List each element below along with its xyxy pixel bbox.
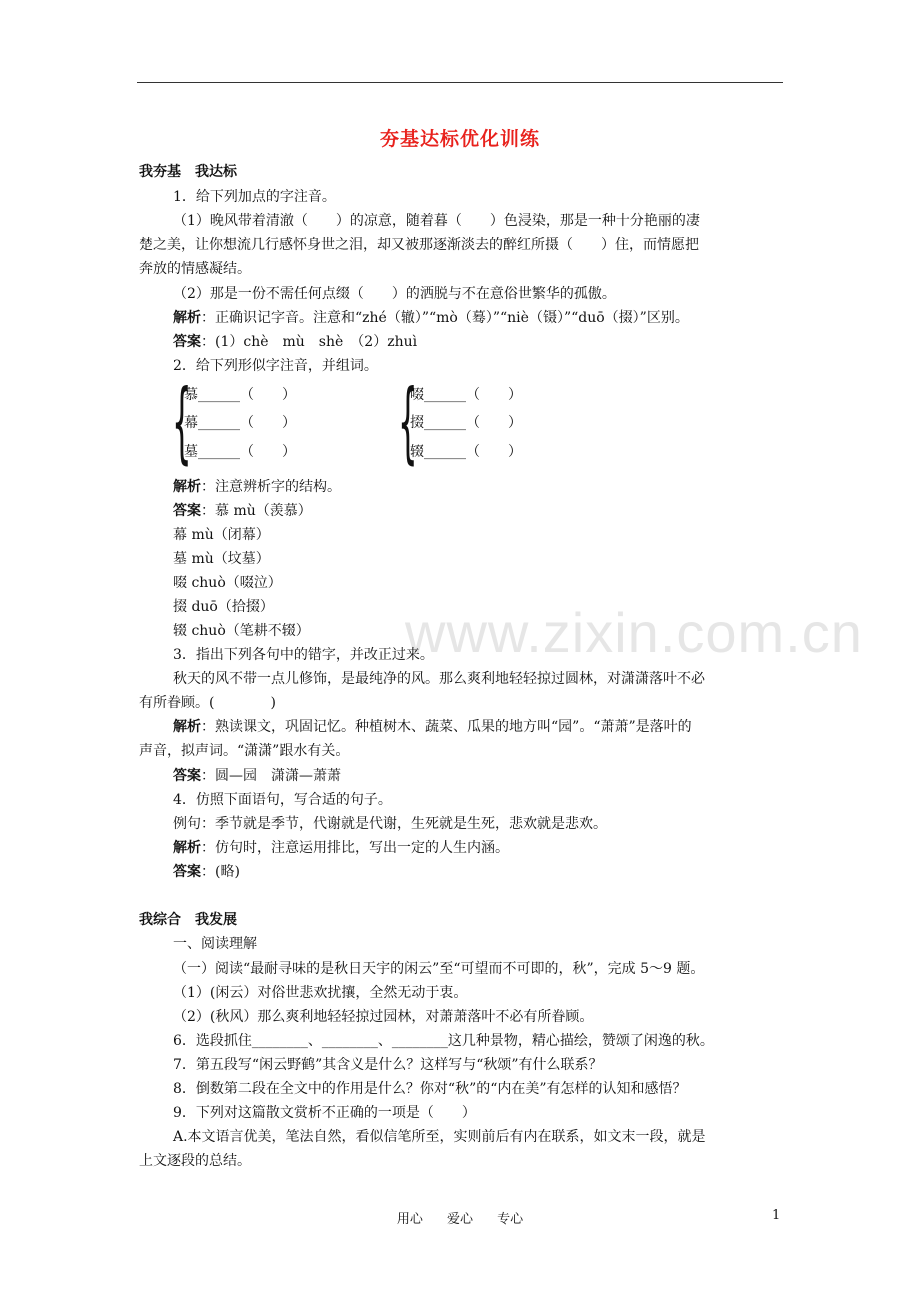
header-rule bbox=[137, 82, 783, 83]
footer-text: 专心 bbox=[497, 1212, 524, 1227]
question-3: 3．指出下列各句中的错字，并改正过来。 bbox=[173, 647, 434, 663]
question-6: 6．选段抓住________、________、________这几种景物，精心描绘，赞颂了闲逸的秋。 bbox=[173, 1033, 714, 1049]
question-8: 8．倒数第二段在全文中的作用是什么？你对“秋”的“内在美”有怎样的认知和感悟？ bbox=[173, 1081, 687, 1097]
footer-text: 爱心 bbox=[446, 1212, 473, 1227]
reading-instruction: （一）阅读“最耐寻味的是秋日天宇的闲云”至“可望而不可即的，秋”，完成 5～9 题。 bbox=[173, 961, 705, 977]
q2-left-item-1: 慕______（ ） bbox=[184, 387, 296, 403]
answer-label: 答案 bbox=[173, 503, 201, 519]
answer-text: ：(略) bbox=[201, 864, 240, 880]
q4-example: 例句：季节就是季节，代谢就是代谢，生死就是生死，悲欢就是悲欢。 bbox=[173, 816, 607, 832]
analysis-label: 解析 bbox=[173, 479, 201, 495]
q2-right-item-1: 啜______（ ） bbox=[410, 387, 522, 403]
q2-right-item-3: 辍______（ ） bbox=[410, 444, 522, 460]
q4-answer bbox=[173, 863, 240, 881]
answer-label: 答案 bbox=[173, 334, 201, 350]
question-4: 4．仿照下面语句，写合适的句子。 bbox=[173, 792, 392, 808]
q2-answer-line: 辍 chuò（笔耕不辍） bbox=[173, 623, 310, 639]
q3-answer bbox=[173, 767, 341, 785]
q3-passage-2: 有所眷顾。( ) bbox=[139, 695, 276, 711]
analysis-label: 解析 bbox=[173, 840, 201, 856]
question-9: 9．下列对这篇散文赏析不正确的一项是（ ） bbox=[173, 1105, 476, 1121]
question-1: 1．给下列加点的字注音。 bbox=[173, 189, 336, 205]
q2-answer-line: 掇 duō（拾掇） bbox=[173, 599, 274, 615]
q2-right-item-2: 掇______（ ） bbox=[410, 415, 522, 431]
q9-option-a: A.本文语言优美，笔法自然，看似信笔所至，实则前后有内在联系，如文末一段，就是 bbox=[173, 1129, 706, 1145]
q1-passage-3: 奔放的情感凝结。 bbox=[139, 261, 251, 277]
analysis-text: ：熟读课文，巩固记忆。种植树木、蔬菜、瓜果的地方叫“园”。“萧萧”是落叶的 bbox=[201, 719, 692, 735]
q1-answer bbox=[173, 333, 417, 351]
subsection-heading: 一、阅读理解 bbox=[173, 936, 257, 952]
q1-passage-2: 楚之美，让你想流几行感怀身世之泪，却又被那逐渐淡去的醉红所摄（ ）住，而情愿把 bbox=[139, 237, 699, 253]
section-heading-2: 我综合 我发展 bbox=[139, 912, 237, 928]
analysis-text: ：注意辨析字的结构。 bbox=[201, 479, 341, 495]
footer-text: 用心 bbox=[396, 1212, 423, 1227]
watermark: www.zixin.com.cn bbox=[405, 601, 863, 664]
question-2: 2．给下列形似字注音，并组词。 bbox=[173, 358, 378, 374]
analysis-text: ：仿句时，注意运用排比，写出一定的人生内涵。 bbox=[201, 840, 509, 856]
q4-analysis bbox=[173, 839, 509, 857]
right-brace-icon: { bbox=[398, 370, 418, 473]
page-footer bbox=[0, 1208, 920, 1227]
question-7: 7．第五段写“闲云野鹤”其含义是什么？这样写与“秋颂”有什么联系？ bbox=[173, 1057, 603, 1073]
reading-line-2: （2）(秋风）那么爽利地轻轻掠过园林，对萧萧落叶不必有所眷顾。 bbox=[173, 1009, 594, 1025]
answer-label: 答案 bbox=[173, 864, 201, 880]
page-title: 夯基达标优化训练 bbox=[379, 128, 540, 150]
q2-left-item-2: 幕______（ ） bbox=[184, 415, 296, 431]
q1-passage-4: （2）那是一份不需任何点缀（ ）的洒脱与不在意俗世繁华的孤傲。 bbox=[173, 286, 616, 302]
analysis-text: ：正确识记字音。注意和“zhé（辙）”“mò（蓦）”“niè（镊）”“duō（掇）”区别。 bbox=[201, 310, 689, 326]
analysis-label: 解析 bbox=[173, 310, 201, 326]
q2-answer-line: 幕 mù（闭幕） bbox=[173, 527, 270, 543]
q2-answer-line: 啜 chuò（啜泣） bbox=[173, 575, 282, 591]
q2-left-item-3: 墓______（ ） bbox=[184, 444, 296, 460]
answer-text: ：(1）chè mù shè （2）zhuì bbox=[201, 334, 418, 350]
q1-passage-1: （1）晚风带着清澈（ ）的凉意，随着暮（ ）色浸染，那是一种十分艳丽的凄 bbox=[173, 213, 700, 229]
analysis-label: 解析 bbox=[173, 719, 201, 735]
answer-text: ：慕 mù（羡慕） bbox=[201, 503, 312, 519]
q9-option-a-cont: 上文逐段的总结。 bbox=[139, 1153, 251, 1169]
page-number: 1 bbox=[772, 1208, 781, 1223]
q2-answer bbox=[173, 502, 312, 520]
reading-line-1: （1）(闲云）对俗世悲欢扰攘，全然无动于衷。 bbox=[173, 985, 468, 1001]
answer-label: 答案 bbox=[173, 768, 201, 784]
q2-answer-line: 墓 mù（坟墓） bbox=[173, 551, 270, 567]
q3-analysis bbox=[173, 718, 692, 736]
q3-passage-1: 秋天的风不带一点儿修饰，是最纯净的风。那么爽利地轻轻掠过圆林，对潇潇落叶不必 bbox=[173, 671, 705, 687]
section-heading-1: 我夯基 我达标 bbox=[139, 164, 237, 180]
answer-text: ：圆—园 潇潇—萧萧 bbox=[201, 768, 341, 784]
left-brace-icon: { bbox=[172, 370, 192, 473]
q3-analysis-cont: 声音，拟声词。“潇潇”跟水有关。 bbox=[139, 743, 350, 759]
q2-analysis bbox=[173, 478, 341, 496]
q1-analysis bbox=[173, 309, 689, 327]
